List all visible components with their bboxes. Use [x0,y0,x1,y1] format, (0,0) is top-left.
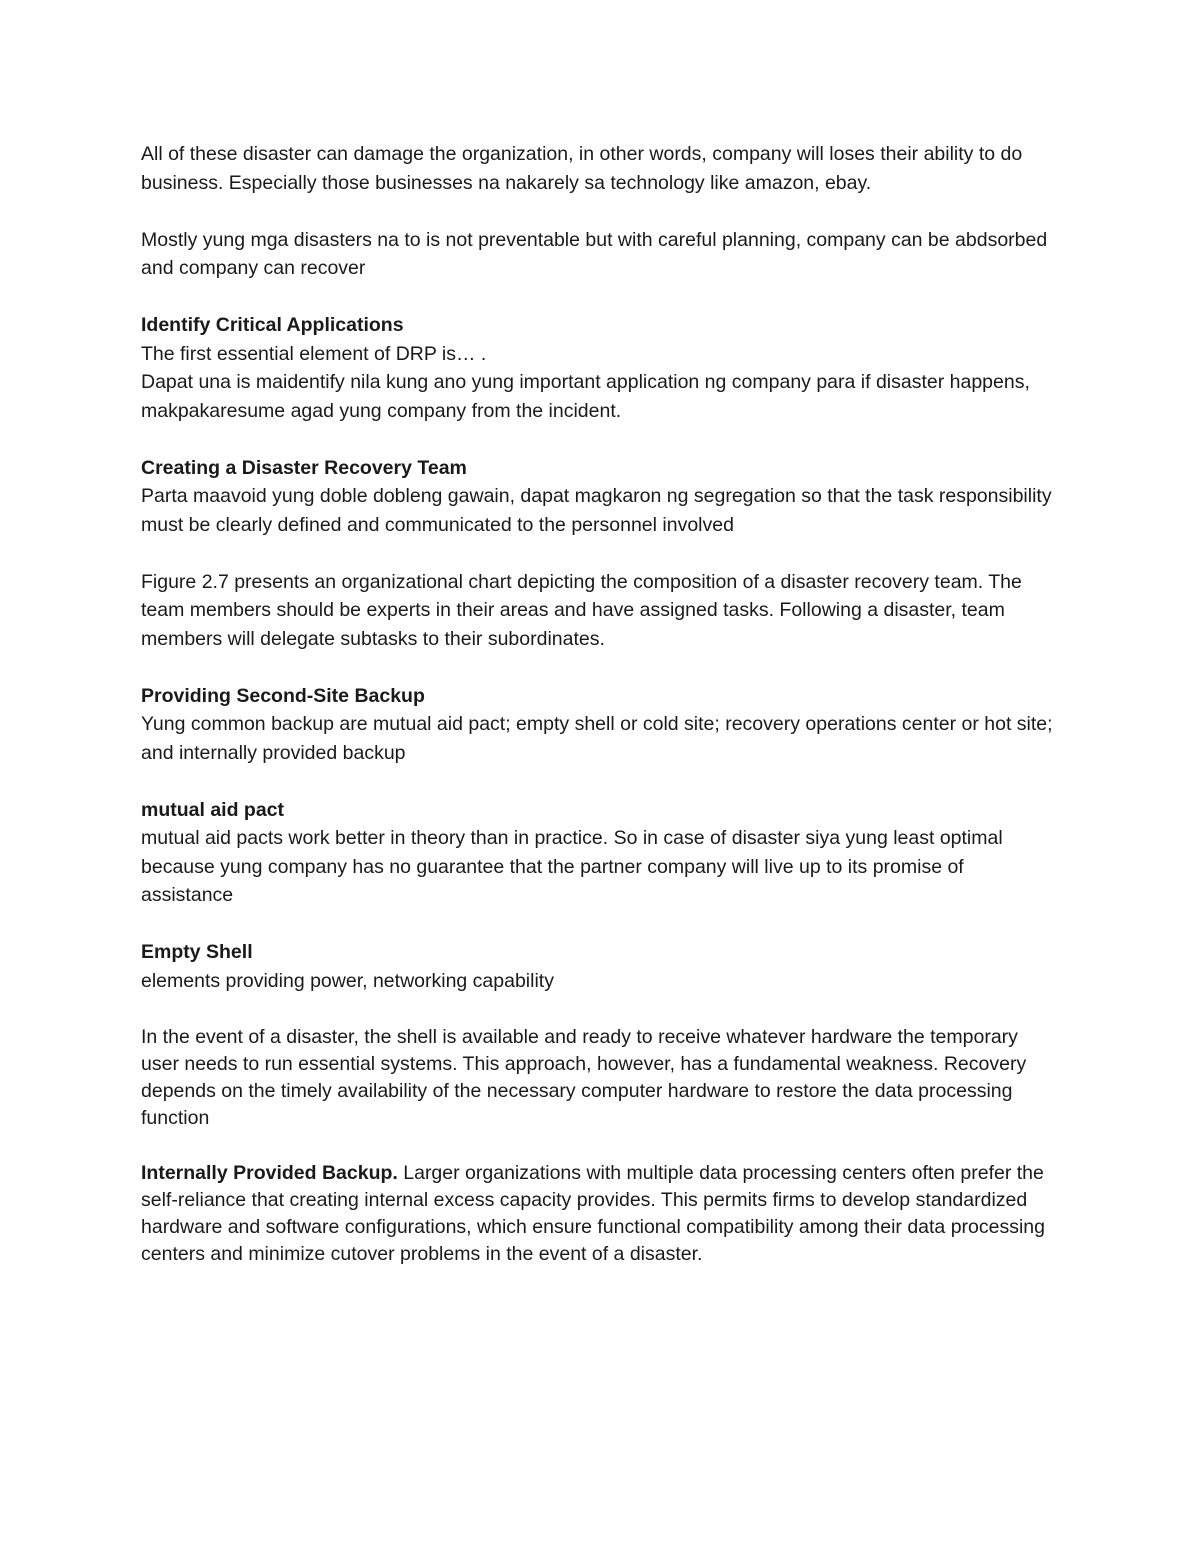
intro-paragraph-2: Mostly yung mga disasters na to is not preventable but with careful planning, company can be abdsorbed and company can recover [141,228,1048,279]
section-disaster-recovery-team [141,454,1061,540]
section-second-site-backup [141,682,1061,768]
section-body: Yung common backup are mutual aid pact; empty shell or cold site; recovery operations center or hot site; and internally provided backup [141,713,1053,764]
document-page [141,140,1061,1297]
figure-note-paragraph: Figure 2.7 presents an organizational chart depicting the composition of a disaster recovery team. The team members should be experts in their areas and have assigned tasks. Following a disaster, team members will delegate subtasks to their subordinates. [141,570,1022,650]
section-critical-applications [141,311,1061,425]
section-body: elements providing power, networking capability [141,969,554,992]
section-heading: Providing Second-Site Backup [141,684,425,707]
section-internally-provided-backup [141,1160,1061,1268]
section-heading: Creating a Disaster Recovery Team [141,456,467,479]
section-body: mutual aid pacts work better in theory than in practice. So in case of disaster siya yung least optimal because yung company has no guarantee that the partner company will live up to its promise of assistance [141,827,1003,906]
section-body: The first essential element of DRP is… . [141,342,487,365]
section-heading: Identify Critical Applications [141,314,404,336]
section-empty-shell [141,938,1061,995]
intro-paragraph-1: All of these disaster can damage the organization, in other words, company will loses their ability to do business. Especially those businesses na nakarely sa technology like amazon, ebay. [141,143,1023,194]
section-body: Larger organizations with multiple data processing centers often prefer the self-reliance that creating internal excess capacity provides. This permits firms to develop standardized hardware and software configurations, which ensure functional compatibility among their data processing centers and minimize cutover problems in the event of a disaster. [141,1162,1045,1265]
section-heading: Empty Shell [141,941,253,963]
empty-shell-detail-paragraph: In the event of a disaster, the shell is available and ready to receive whatever hardware the temporary user needs to run essential systems. This approach, however, has a fundamental weakness. Recovery depends on the timely availability of the necessary computer hardware to restore the data processing function [141,1025,1027,1129]
section-body: Dapat una is maidentify nila kung ano yung important application ng company para if disaster happens, makpakaresume agad yung company from the incident. [141,371,1030,422]
section-body: Parta maavoid yung doble dobleng gawain, dapat magkaron ng segregation so that the task responsibility must be clearly defined and communicated to the personnel involved [141,485,1052,536]
section-heading: Internally Provided Backup. [141,1162,398,1184]
section-heading: mutual aid pact [141,798,285,821]
section-mutual-aid-pact [141,796,1061,910]
